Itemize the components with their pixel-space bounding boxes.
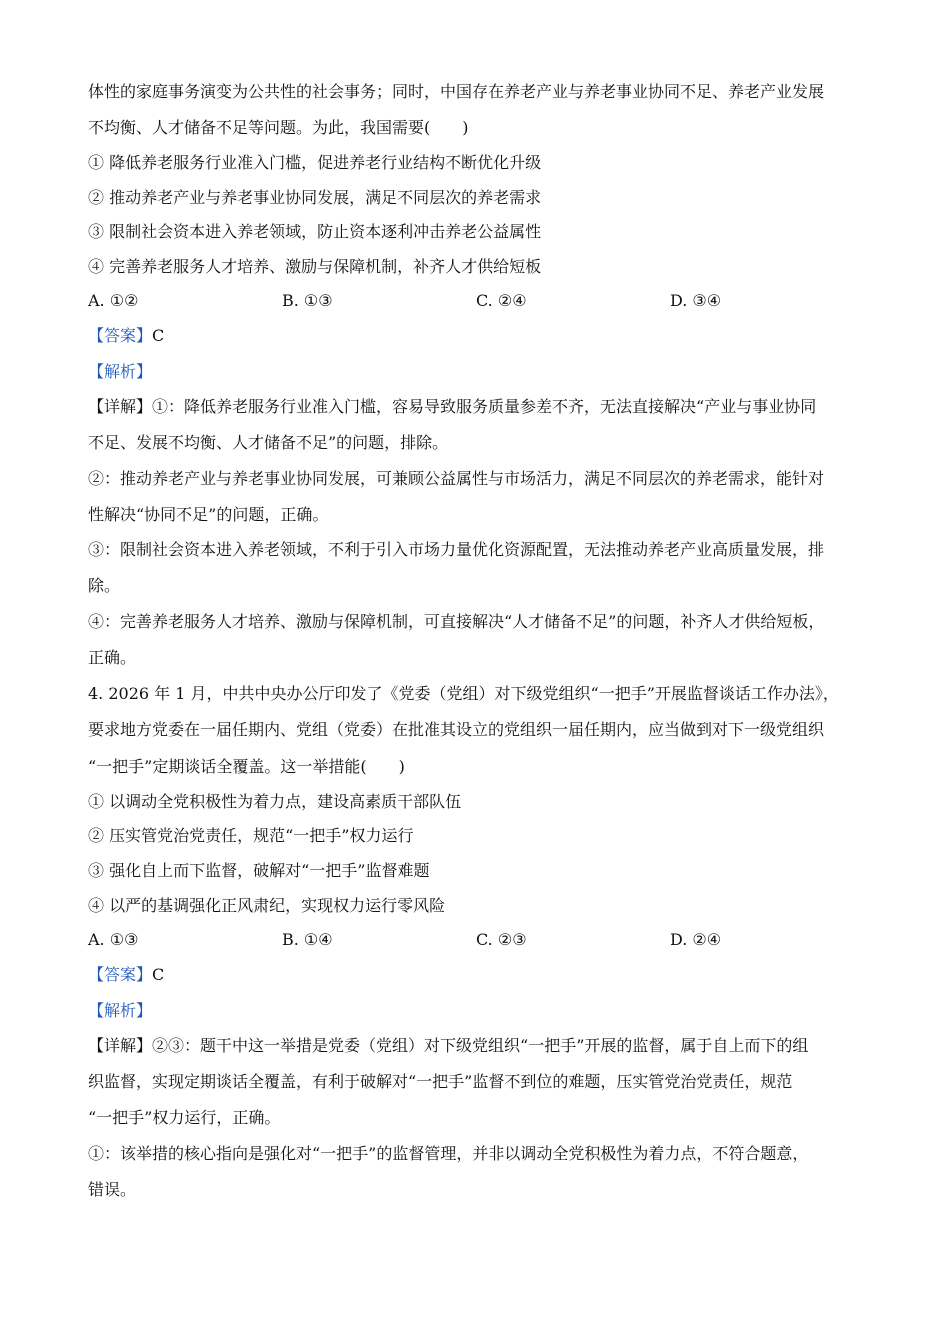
analysis-tag: 【解析】 [88,1001,153,1020]
q4-option-a: A. ①③ [88,930,139,949]
q4-item-1: ① 以调动全党积极性为着力点，建设高素质干部队伍 [88,792,462,811]
analysis-tag: 【解析】 [88,362,153,381]
q3-item-1: ① 降低养老服务行业准入门槛，促进养老行业结构不断优化升级 [88,153,542,172]
answer-value: C [152,326,165,345]
q3-option-a: A. ①② [88,291,139,310]
answer-tag: 【答案】 [88,965,153,984]
q3-item-4: ④ 完善养老服务人才培养、激励与保障机制，补齐人才供给短板 [88,257,542,276]
q4-item-3: ③ 强化自上而下监督，破解对“一把手”监督难题 [88,861,430,880]
q4-option-b: B. ①④ [282,930,333,949]
q3-detail-line-7: ④：完善养老服务人才培养、激励与保障机制，可直接解决“人才储备不足”的问题，补齐人才供给短板， [88,612,825,631]
q3-item-3: ③ 限制社会资本进入养老领域，防止资本逐利冲击养老公益属性 [88,222,542,241]
q3-answer-line [88,325,164,347]
q4-analysis-line [88,1000,152,1022]
q3-detail-line-6: 除。 [88,576,121,595]
detail-text: ②③：题干中这一举措是党委（党组）对下级党组织“一把手”开展的监督，属于自上而下的组 [152,1036,809,1055]
q3-stem-line-1: 体性的家庭事务演变为公共性的社会事务；同时，中国存在养老产业与养老事业协同不足、养老产业发展 [88,82,825,101]
detail-tag: 【详解】 [88,397,153,416]
q4-stem-line-2: 要求地方党委在一届任期内、党组（党委）在批准其设立的党组织一届任期内，应当做到对下一级党组织 [88,720,825,739]
detail-text: ①：降低养老服务行业准入门槛，容易导致服务质量参差不齐，无法直接解决“产业与事业协同 [152,397,817,416]
q4-detail-line-3: “一把手”权力运行，正确。 [88,1108,281,1127]
answer-tag: 【答案】 [88,326,153,345]
q3-option-b: B. ①③ [282,291,333,310]
q4-item-4: ④ 以严的基调强化正风肃纪，实现权力运行零风险 [88,896,446,915]
q3-detail-line-3: ②：推动养老产业与养老事业协同发展，可兼顾公益属性与市场活力，满足不同层次的养老需求，能针对 [88,469,825,488]
q3-detail-line-8: 正确。 [88,648,137,667]
q4-item-2: ② 压实管党治党责任，规范“一把手”权力运行 [88,826,414,845]
q4-detail-line-5: 错误。 [88,1180,137,1199]
q3-analysis-line [88,361,152,383]
q4-stem-line-1: 4. 2026 年 1 月，中共中央办公厅印发了《党委（党组）对下级党组织“一把手”开展监督谈话工作办法》， [88,684,839,703]
q4-answer-line [88,964,164,986]
q4-stem-line-3: “一把手”定期谈话全覆盖。这一举措能( ) [88,757,405,776]
detail-tag: 【详解】 [88,1036,153,1055]
q3-detail-line-1 [88,396,816,418]
q3-detail-line-5: ③：限制社会资本进入养老领域，不利于引入市场力量优化资源配置，无法推动养老产业高质量发展，排 [88,540,825,559]
q4-detail-line-2: 织监督，实现定期谈话全覆盖，有利于破解对“一把手”监督不到位的难题，压实管党治党责任，规范 [88,1072,793,1091]
q3-option-d: D. ③④ [670,291,722,310]
q3-item-2: ② 推动养老产业与养老事业协同发展，满足不同层次的养老需求 [88,188,542,207]
q3-detail-line-4: 性解决“协同不足”的问题，正确。 [88,505,329,524]
answer-value: C [152,965,165,984]
q3-option-c: C. ②④ [476,291,527,310]
q4-detail-line-1 [88,1035,808,1057]
q3-detail-line-2: 不足、发展不均衡、人才储备不足”的问题，排除。 [88,433,449,452]
q4-detail-line-4: ①：该举措的核心指向是强化对“一把手”的监督管理，并非以调动全党积极性为着力点，不符合题意， [88,1144,809,1163]
q4-option-c: C. ②③ [476,930,527,949]
q3-stem-line-2: 不均衡、人才储备不足等问题。为此，我国需要( ) [88,118,469,137]
q4-option-d: D. ②④ [670,930,722,949]
